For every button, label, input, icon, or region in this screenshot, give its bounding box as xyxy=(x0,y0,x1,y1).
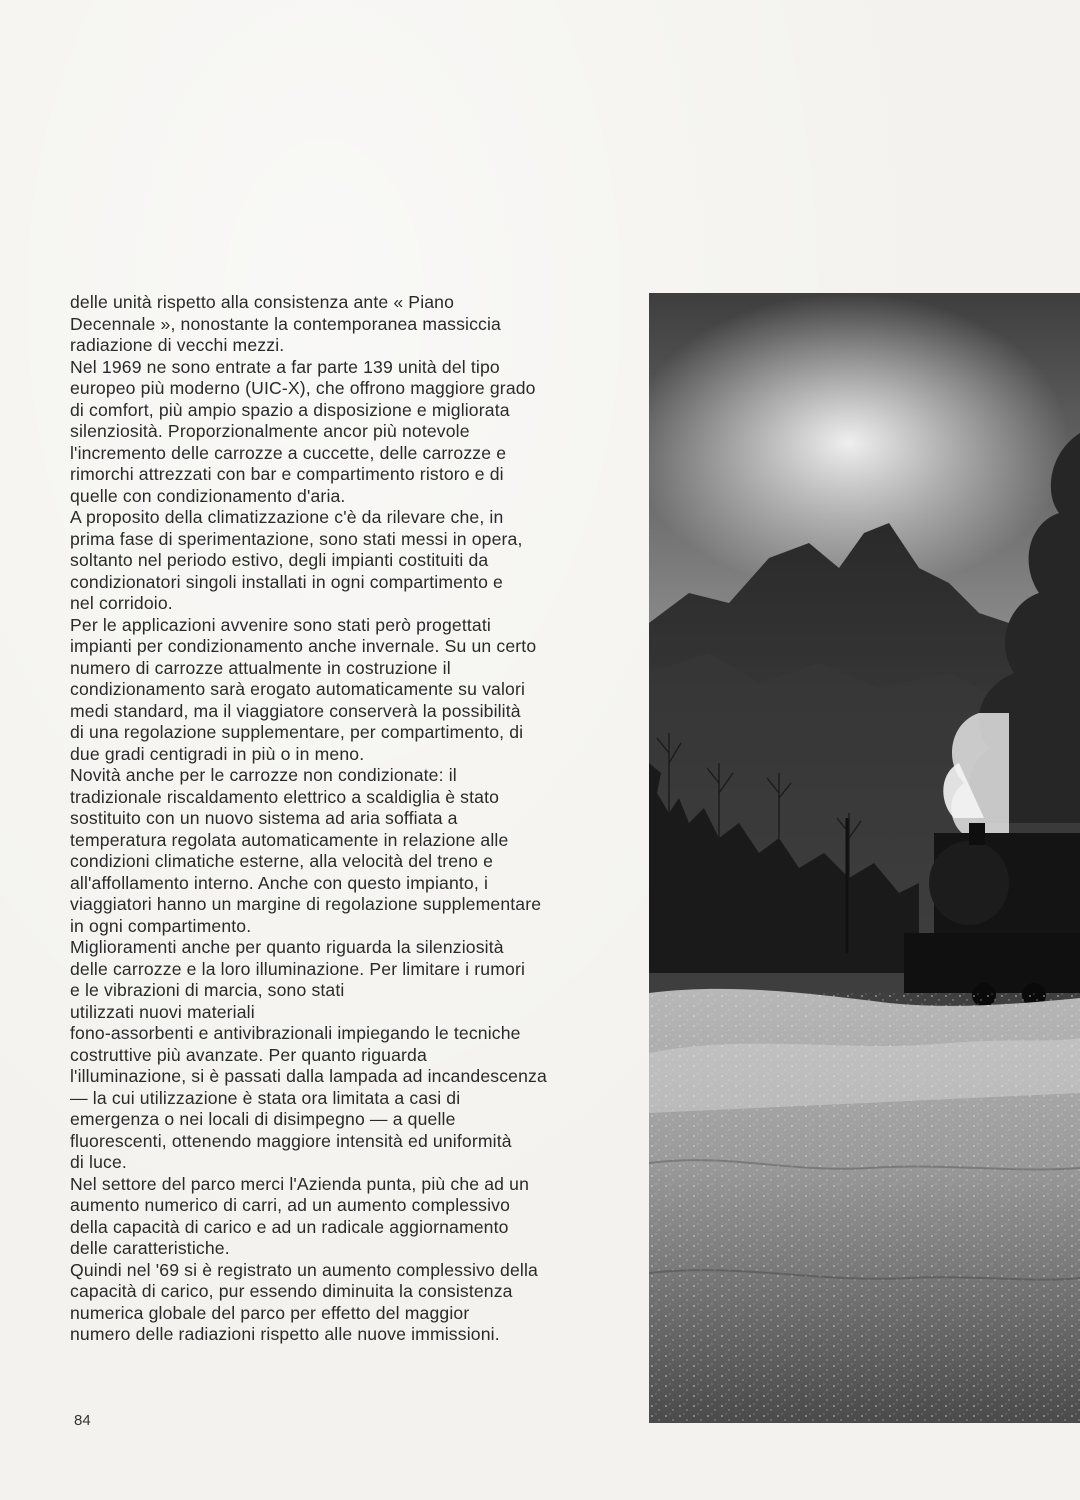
text-line: silenziosità. Proporzionalmente ancor più notevole xyxy=(70,421,470,441)
photo-illustration xyxy=(649,293,1080,1423)
body-text-column xyxy=(70,292,615,1346)
text-line: delle caratteristiche. xyxy=(70,1238,230,1258)
text-line: costruttive più avanzate. Per quanto riguarda xyxy=(70,1044,427,1065)
text-line: prima fase di sperimentazione, sono stati messi in opera, xyxy=(70,528,523,549)
text-line: condizionamento sarà erogato automaticamente su valori xyxy=(70,679,526,699)
text-line: di una regolazione supplementare, per compartimento, di xyxy=(70,722,524,742)
text-line: l'illuminazione, si è passati dalla lampada ad incandescenza xyxy=(70,1066,547,1086)
steam-train-photo xyxy=(649,293,1080,1423)
text-line: quelle con condizionamento d'aria. xyxy=(70,485,346,506)
text-line: temperatura regolata automaticamente in relazione alle xyxy=(70,829,509,850)
text-line: della capacità di carico e ad un radicale aggiornamento xyxy=(70,1216,509,1237)
text-line: l'incremento delle carrozze a cuccette, delle carrozze e xyxy=(70,442,507,463)
text-line: europeo più moderno (UIC-X), che offrono maggiore grado xyxy=(70,378,536,398)
text-line: Miglioramenti anche per quanto riguarda la silenziosità xyxy=(70,937,504,957)
text-line: Nel 1969 ne sono entrate a far parte 139 unità del tipo xyxy=(70,356,500,377)
text-line: impianti per condizionamento anche invernale. Su un certo xyxy=(70,636,537,656)
text-line: radiazione di vecchi mezzi. xyxy=(70,335,285,355)
text-line: di luce. xyxy=(70,1152,127,1172)
text-line: aumento numerico di carri, ad un aumento complessivo xyxy=(70,1195,511,1215)
text-line: e le vibrazioni di marcia, sono stati xyxy=(70,980,345,1000)
text-line: capacità di carico, pur essendo diminuita la consistenza xyxy=(70,1281,513,1301)
text-line: Decennale », nonostante la contemporanea massiccia xyxy=(70,313,501,334)
text-line: soltanto nel periodo estivo, degli impianti costituiti da xyxy=(70,550,489,570)
text-line: numero di carrozze attualmente in costruzione il xyxy=(70,657,451,678)
text-line: utilizzati nuovi materiali xyxy=(70,1001,255,1022)
text-line: tradizionale riscaldamento elettrico a scaldiglia è stato xyxy=(70,786,500,807)
text-line: emergenza o nei locali di disimpegno — a quelle xyxy=(70,1109,456,1129)
text-line: numerica globale del parco per effetto del maggior xyxy=(70,1302,470,1323)
text-line: all'affollamento interno. Anche con questo impianto, i xyxy=(70,872,489,893)
text-line: due gradi centigradi in più o in meno. xyxy=(70,743,365,764)
page-number: 84 xyxy=(74,1412,91,1429)
text-line: rimorchi attrezzati con bar e compartimento ristoro e di xyxy=(70,464,504,484)
text-line: fono-assorbenti e antivibrazionali impiegando le tecniche xyxy=(70,1023,521,1043)
text-line: Quindi nel '69 si è registrato un aumento complessivo della xyxy=(70,1259,538,1280)
text-line: numero delle radiazioni rispetto alle nuove immissioni. xyxy=(70,1324,500,1344)
text-line: condizioni climatiche esterne, alla velocità del treno e xyxy=(70,851,494,871)
text-line: fluorescenti, ottenendo maggiore intensità ed uniformità xyxy=(70,1130,512,1151)
text-line: in ogni compartimento. xyxy=(70,915,252,936)
text-line: nel corridoio. xyxy=(70,593,173,613)
text-line: medi standard, ma il viaggiatore conserverà la possibilità xyxy=(70,700,521,721)
text-line: delle carrozze e la loro illuminazione. Per limitare i rumori xyxy=(70,958,526,979)
text-line: — la cui utilizzazione è stata ora limitata a casi di xyxy=(70,1087,461,1108)
text-line: Nel settore del parco merci l'Azienda punta, più che ad un xyxy=(70,1173,530,1194)
text-line: delle unità rispetto alla consistenza ante « Piano xyxy=(70,292,455,312)
text-line: Novità anche per le carrozze non condizionate: il xyxy=(70,765,457,785)
text-line: viaggiatori hanno un margine di regolazione supplementare xyxy=(70,894,542,914)
text-line: sostituito con un nuovo sistema ad aria soffiata a xyxy=(70,808,458,828)
text-line: A proposito della climatizzazione c'è da rilevare che, in xyxy=(70,507,504,527)
text-line: condizionatori singoli installati in ogni compartimento e xyxy=(70,571,503,592)
text-line: Per le applicazioni avvenire sono stati però progettati xyxy=(70,614,491,635)
text-line: di comfort, più ampio spazio a disposizione e migliorata xyxy=(70,399,510,420)
